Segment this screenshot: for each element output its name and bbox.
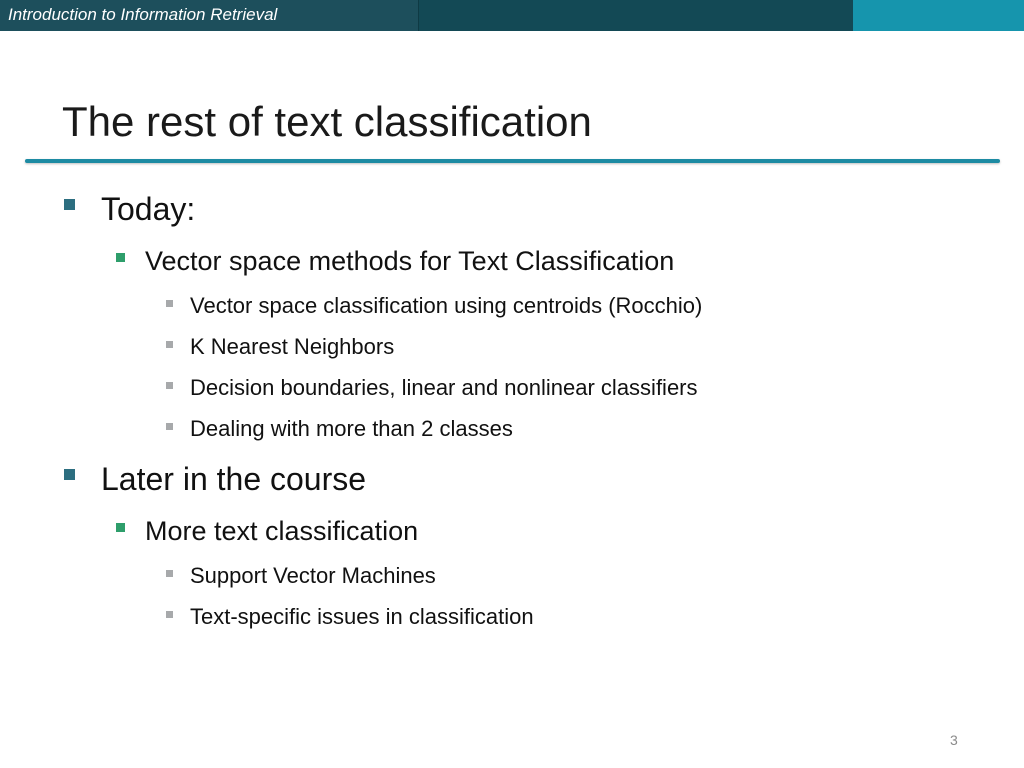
square-bullet-icon (166, 300, 173, 307)
bullet-level3 (166, 292, 702, 320)
bullet-text: More text classification (145, 516, 419, 546)
slide-title: The rest of text classification (62, 98, 592, 145)
bullet-text: Today: (101, 191, 196, 227)
header-segment-middle (418, 0, 853, 31)
page-number: 3 (950, 732, 958, 748)
bullet-text: Later in the course (101, 461, 367, 497)
square-bullet-icon (116, 253, 125, 262)
header-segment-left (0, 0, 418, 31)
course-title: Introduction to Information Retrieval (8, 5, 278, 24)
bullet-level3 (166, 374, 698, 402)
bullet-text: Dealing with more than 2 classes (190, 416, 513, 441)
bullet-text: Vector space methods for Text Classification (145, 246, 675, 276)
bullet-text: Decision boundaries, linear and nonlinear classifiers (190, 375, 698, 400)
square-bullet-icon (64, 469, 75, 480)
bullet-level1 (64, 189, 195, 229)
bullet-text: Support Vector Machines (190, 563, 436, 588)
bullet-level3 (166, 603, 534, 631)
bullet-level3 (166, 333, 394, 361)
header-segment-right (853, 0, 1024, 31)
square-bullet-icon (116, 523, 125, 532)
bullet-level2 (116, 244, 674, 278)
square-bullet-icon (166, 341, 173, 348)
bullet-text: Vector space classification using centroids (Rocchio) (190, 293, 703, 318)
bullet-level3 (166, 562, 436, 590)
bullet-level1 (64, 459, 366, 499)
square-bullet-icon (166, 611, 173, 618)
bullet-text: Text-specific issues in classification (190, 604, 534, 629)
square-bullet-icon (166, 382, 173, 389)
square-bullet-icon (64, 199, 75, 210)
bullet-level2 (116, 514, 418, 548)
title-underline (25, 159, 1000, 163)
square-bullet-icon (166, 570, 173, 577)
header-bar (0, 0, 1024, 31)
bullet-level3 (166, 415, 513, 443)
bullet-text: K Nearest Neighbors (190, 334, 395, 359)
square-bullet-icon (166, 423, 173, 430)
